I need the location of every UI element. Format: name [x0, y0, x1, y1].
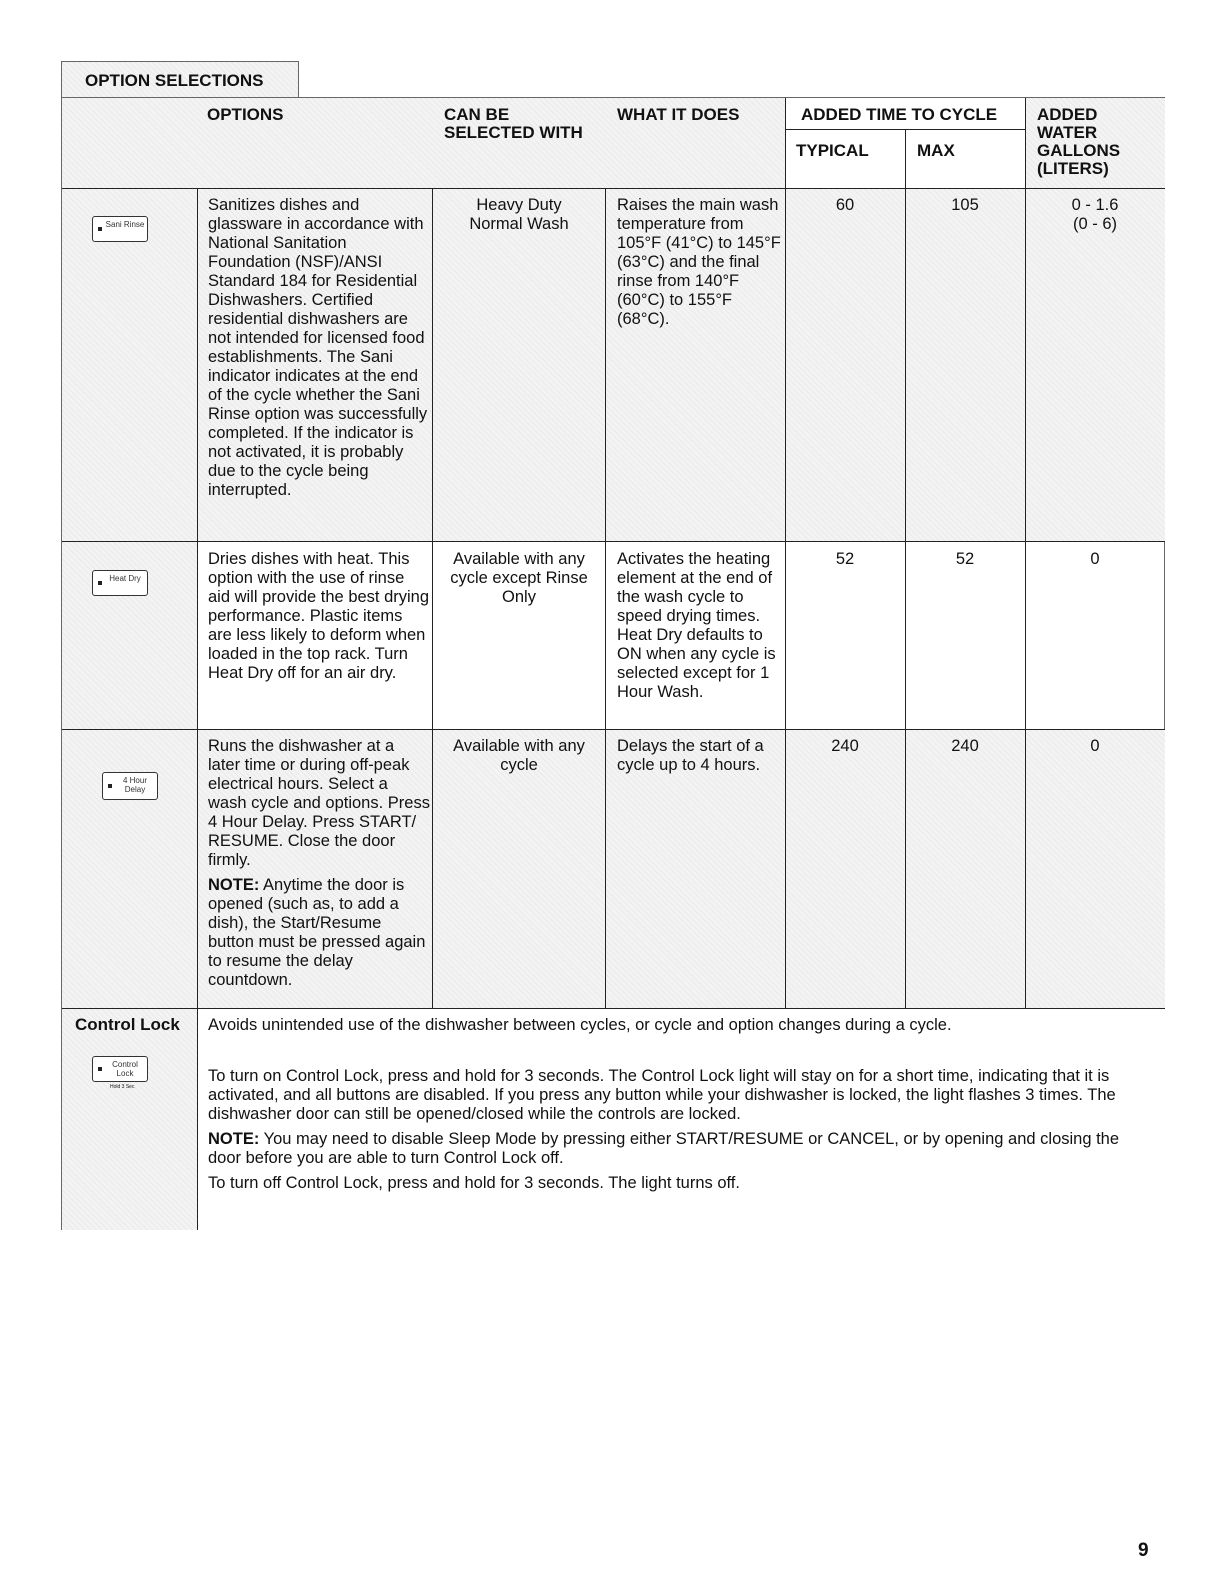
four-hour-delay-water: 0 — [1090, 737, 1100, 755]
page-number: 9 — [1138, 1540, 1149, 1561]
four-hour-delay-max: 240 — [951, 737, 979, 755]
control-lock-intro: Avoids unintended use of the dishwasher between cycles, or cycle and option changes during a cycle. — [208, 1016, 952, 1034]
sani-rinse-option-text: Sanitizes dishes and glassware in accordance with National Sanitation Foundation (NSF)/ANSI Standard 184 for Residential Dishwashers. Certified residential dishwashers are not intended for licensed food establishments. The Sani indicator indicates at the end of the cycle whether the Sani Rinse option was successfully completed. If the indicator is not activated, it is probably due to the cycle being interrupted. — [208, 196, 428, 499]
control-lock-note-text: You may need to disable Sleep Mode by pressing either START/RESUME or CANCEL, or by opening and closing the door before you are able to turn Control Lock off. — [208, 1130, 1120, 1167]
option-selections-table — [61, 97, 1165, 1230]
four-hour-delay-button-icon — [102, 772, 158, 800]
header-added-time: ADDED TIME TO CYCLE — [801, 105, 998, 124]
heat-dry-max: 52 — [955, 550, 975, 568]
header-added-water: ADDED WATER GALLONS (LITERS) — [1037, 105, 1121, 178]
four-hour-delay-note — [208, 876, 430, 990]
four-hour-delay-what-it-does: Delays the start of a cycle up to 4 hours. — [617, 737, 764, 774]
control-lock-title: Control Lock — [75, 1015, 180, 1034]
control-lock-turn-off: To turn off Control Lock, press and hold for 3 seconds. The light turns off. — [208, 1174, 740, 1192]
heat-dry-water: 0 — [1090, 550, 1100, 568]
section-title: OPTION SELECTIONS — [85, 71, 264, 90]
four-hour-delay-description: Runs the dishwasher at a later time or during off-peak electrical hours. Select a wash cycle and options. Press 4 Hour Delay. Press START/ RESUME. Close the door firmly. — [208, 737, 430, 869]
sani-rinse-selected-with: Heavy Duty Normal Wash — [469, 196, 569, 233]
four-hour-delay-note-label: NOTE: — [208, 876, 260, 894]
heat-dry-what-it-does: Activates the heating element at the end of the wash cycle to speed drying times. Heat Dry defaults to ON when any cycle is selected except for 1 Hour Wash. — [617, 550, 776, 701]
control-lock-note — [208, 1130, 1153, 1168]
sani-rinse-water: 0 - 1.6 (0 - 6) — [1071, 196, 1119, 233]
control-lock-icon-label: Control Lock — [112, 1060, 138, 1078]
heat-dry-button-icon — [92, 570, 148, 596]
sani-rinse-max: 105 — [951, 196, 979, 214]
four-hour-delay-option-text — [208, 737, 430, 990]
control-lock-turn-on: To turn on Control Lock, press and hold for 3 seconds. The Control Lock light will stay on for a short time, indicating that it is activated, and all buttons are disabled. If you press any button while your dishwasher is locked, the light flashes 3 times. The dishwasher door can still be opened/closed while the controls are locked. — [208, 1067, 1116, 1123]
heat-dry-icon-label: Heat Dry — [109, 574, 141, 583]
heat-dry-typical: 52 — [835, 550, 855, 568]
header-what-it-does: WHAT IT DOES — [617, 105, 740, 124]
control-lock-hold-label: Hold 3 Sec — [110, 1084, 135, 1090]
sani-rinse-typical: 60 — [835, 196, 855, 214]
header-max: MAX — [917, 141, 955, 160]
control-lock-description — [208, 1016, 1153, 1193]
section-tab — [61, 61, 299, 97]
header-typical: TYPICAL — [796, 141, 869, 160]
four-hour-delay-typical: 240 — [831, 737, 859, 755]
four-hour-delay-icon-label: 4 Hour Delay — [122, 776, 147, 794]
sani-rinse-icon-label: Sani Rinse — [105, 220, 145, 229]
four-hour-delay-selected-with: Available with any cycle — [453, 737, 585, 774]
control-lock-button-icon — [92, 1056, 148, 1082]
header-options: OPTIONS — [207, 105, 284, 124]
four-hour-delay-note-text: Anytime the door is opened (such as, to add a dish), the Start/Resume button must be pressed again to resume the delay countdown. — [208, 876, 426, 989]
heat-dry-option-text: Dries dishes with heat. This option with the use of rinse aid will provide the best drying performance. Plastic items are less likely to deform when loaded in the top rack. Turn Heat Dry off for an air dry. — [208, 550, 430, 682]
sani-rinse-button-icon — [92, 216, 148, 242]
row-lock-icon-bg — [62, 1008, 197, 1230]
header-can-be-selected-with: CAN BE SELECTED WITH — [444, 105, 583, 142]
control-lock-note-label: NOTE: — [208, 1130, 260, 1148]
sani-rinse-what-it-does: Raises the main wash temperature from 105°F (41°C) to 145°F (63°C) and the final rinse from 140°F (60°C) to 155°F (68°C). — [617, 196, 781, 328]
heat-dry-selected-with: Available with any cycle except Rinse Only — [450, 550, 588, 606]
